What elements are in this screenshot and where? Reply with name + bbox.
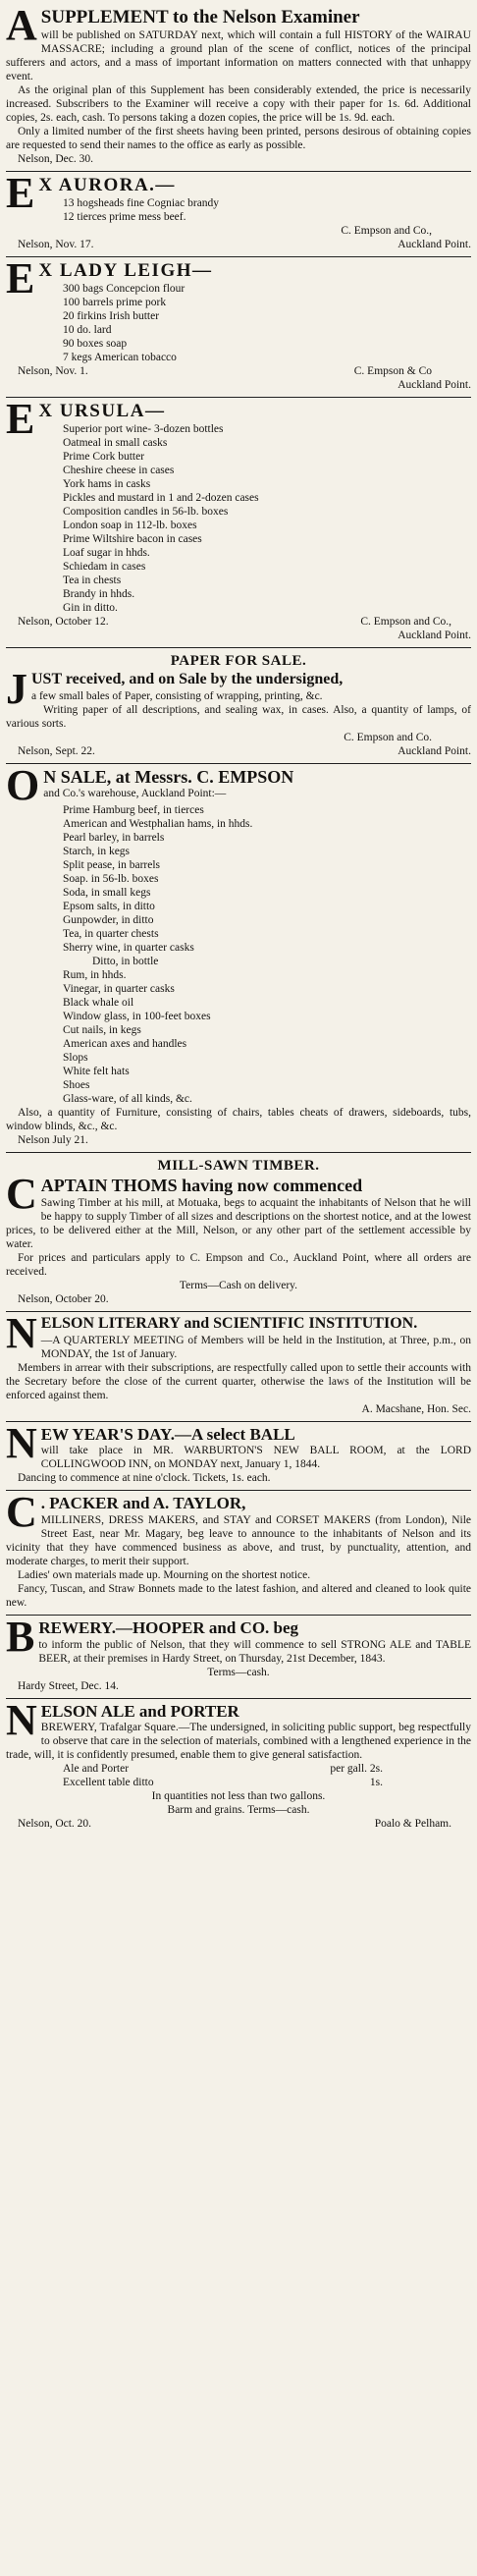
list-item: Prime Cork butter xyxy=(63,450,145,463)
ad-signer: C. Empson and Co., xyxy=(341,224,432,237)
list-item: Composition candles in 56-lb. boxes xyxy=(63,505,229,518)
aurora-ad xyxy=(6,172,471,257)
list-item: 7 kegs American tobacco xyxy=(63,351,177,363)
list-item: American axes and handles xyxy=(63,1038,187,1050)
list-item: Sherry wine, in quarter casks xyxy=(63,941,194,954)
price-row xyxy=(6,1762,471,1776)
list-item: Prime Wiltshire bacon in cases xyxy=(63,532,202,545)
list-item: 10 do. lard xyxy=(63,323,112,336)
list-item: Tea, in quarter chests xyxy=(63,927,159,940)
ad-place: Auckland Point. xyxy=(398,744,471,757)
list-item: Epsom salts, in ditto xyxy=(63,900,155,912)
drop-cap: A xyxy=(6,4,37,49)
ad-terms: Terms—cash. xyxy=(207,1666,270,1678)
ad-dateline: Nelson, Dec. 30. xyxy=(18,152,93,165)
list-item: Gin in ditto. xyxy=(63,601,118,614)
ad-body: a few small bales of Paper, consisting of wrapping, printing, &c. xyxy=(31,689,323,702)
ad-heading: X LADY LEIGH— xyxy=(38,259,213,281)
ad-place: Auckland Point. xyxy=(398,378,471,391)
list-item: York hams in casks xyxy=(63,477,151,490)
list-item: Cheshire cheese in cases xyxy=(63,464,175,476)
ad-terms: Barm and grains. Terms—cash. xyxy=(167,1804,310,1817)
ad-heading: APTAIN THOMS having now commenced xyxy=(40,1176,363,1196)
ad-body: —A QUARTERLY MEETING of Members will be held in the Institution, at Three, p.m., on MONDAY, the 1st of January. xyxy=(40,1334,471,1360)
list-item: Pickles and mustard in 1 and 2-dozen cases xyxy=(63,491,259,504)
ad-body: to inform the public of Nelson, that they will commence to sell STRONG ALE and TABLE BEER, at their premises in Hardy Street, on Thursday, 21st December, 1843. xyxy=(38,1638,471,1665)
ad-body: Fancy, Tuscan, and Straw Bonnets made to the latest fashion, and altered and cleaned to look quite new. xyxy=(6,1582,471,1609)
list-item: Split pease, in barrels xyxy=(63,858,161,871)
price-row xyxy=(6,1776,471,1789)
list-item: 90 boxes soap xyxy=(63,337,128,350)
ad-body: Ladies' own materials made up. Mourning on the shortest notice. xyxy=(18,1568,311,1581)
ad-body: As the original plan of this Supplement has been considerably extended, the price is necessarily increased. Subscribers to the Examiner will receive a copy with their paper for 1s. 6d. Additional copies, 2s. each, cash. To persons taking a dozen copies, the price will be 1s. 9d. each. xyxy=(6,83,471,124)
ad-dateline: Nelson, October 20. xyxy=(18,1293,109,1306)
list-item: Superior port wine- 3-dozen bottles xyxy=(63,422,224,435)
ad-heading: SUPPLEMENT to the Nelson Examiner xyxy=(40,7,360,27)
list-item: Schiedam in cases xyxy=(63,560,146,573)
list-item: Brandy in hhds. xyxy=(63,587,135,600)
ad-signer: Poalo & Pelham. xyxy=(374,1818,451,1831)
drop-cap: N xyxy=(6,1421,37,1467)
list-item: 20 firkins Irish butter xyxy=(63,309,160,322)
ad-subheading: and Co.'s warehouse, Auckland Point:— xyxy=(43,788,227,800)
list-item: 300 bags Concepcion flour xyxy=(63,282,186,295)
ad-heading: ELSON LITERARY and SCIENTIFIC INSTITUTION. xyxy=(40,1315,418,1333)
ad-signer: C. Empson & Co xyxy=(353,364,432,377)
list-item: Slops xyxy=(63,1052,88,1065)
ad-dateline: Nelson July 21. xyxy=(18,1134,88,1147)
ad-body: Only a limited number of the first sheets having been printed, persons desirous of obtaining copies are requested to send their names to the office as early as possible. xyxy=(6,125,471,151)
ad-note: In quantities not less than two gallons. xyxy=(151,1790,326,1803)
new-year-ball-ad xyxy=(6,1422,471,1492)
ad-body: BREWERY, Trafalgar Square.—The undersigned, in soliciting public support, beg respectfully to observe that care in the selection of materials, combined with a lengthened experience in the trade, will, it is confidently presumed, enable them to give general satisfaction. xyxy=(6,1722,471,1762)
drop-cap: E xyxy=(6,256,35,302)
price-item: Excellent table ditto xyxy=(63,1777,154,1789)
ad-heading: . PACKER and A. TAYLOR, xyxy=(40,1494,246,1513)
ad-body: Dancing to commence at nine o'clock. Tickets, 1s. each. xyxy=(18,1472,271,1485)
drop-cap: N xyxy=(6,1312,37,1358)
drop-cap: B xyxy=(6,1615,35,1661)
timber-ad xyxy=(6,1153,471,1312)
drop-cap: C xyxy=(6,1491,37,1537)
ad-body: Sawing Timber at his mill, at Motuaka, begs to acquaint the inhabitants of Nelson that he will be happy to supply Timber of all sizes and descriptions on the shortest notice, and at the lowest prices, to be delivered either at the Mill, Nelson, or any other part of the settlement accessible by water. xyxy=(6,1197,471,1251)
ad-place: Auckland Point. xyxy=(398,629,471,641)
list-item: Rum, in hhds. xyxy=(63,968,127,981)
drop-cap: E xyxy=(6,397,35,443)
list-item: Oatmeal in small casks xyxy=(63,436,168,449)
ad-signer: C. Empson and Co., xyxy=(360,615,451,628)
list-item: Tea in chests xyxy=(63,574,122,586)
drop-cap: N xyxy=(6,1698,37,1744)
ad-heading: UST received, and on Sale by the undersigned, xyxy=(31,671,344,688)
list-item: Cut nails, in kegs xyxy=(63,1023,141,1036)
ad-heading: X URSULA— xyxy=(38,400,166,421)
ad-body: Writing paper of all descriptions, and sealing wax, in cases. Also, a quantity of lamps, of various sorts. xyxy=(6,703,471,730)
ad-body: MILLINERS, DRESS MAKERS, and STAY and CORSET MAKERS (from London), Nile Street East, near Mr. Magary, beg leave to announce to the inhabitants of Nelson and its vicinity that they have commenced business as above, and trust, by punctuality, attention, and moderate charges, to merit their support. xyxy=(6,1513,471,1567)
milliners-ad xyxy=(6,1491,471,1616)
ad-terms: Terms—Cash on delivery. xyxy=(179,1280,298,1292)
list-item: Prime Hamburg beef, in tierces xyxy=(63,803,204,816)
price-item: Ale and Porter xyxy=(63,1763,130,1776)
list-item: 12 tierces prime mess beef. xyxy=(63,210,186,223)
brewery-ad xyxy=(6,1616,471,1699)
ad-heading: REWERY.—HOOPER and CO. beg xyxy=(38,1617,299,1637)
list-item: Shoes xyxy=(63,1079,90,1092)
list-item: 100 barrels prime pork xyxy=(63,296,167,308)
item-list xyxy=(6,803,471,1106)
lady-leigh-ad xyxy=(6,257,471,398)
list-item: Soap. in 56-lb. boxes xyxy=(63,872,159,885)
ad-dateline: Nelson, Oct. 20. xyxy=(18,1818,92,1831)
price-value: per gall. 2s. xyxy=(330,1763,383,1776)
literary-institution-ad xyxy=(6,1312,471,1421)
ad-dateline: Nelson, October 12. xyxy=(18,615,109,628)
ad-body: For prices and particulars apply to C. Empson and Co., Auckland Point, where all orders are received. xyxy=(6,1252,471,1279)
list-item: Pearl barley, in barrels xyxy=(63,831,165,844)
price-value: 1s. xyxy=(369,1777,383,1789)
ad-dateline: Nelson, Nov. 17. xyxy=(18,238,94,250)
list-item: Loaf sugar in hhds. xyxy=(63,546,150,559)
ale-porter-ad xyxy=(6,1699,471,1836)
list-item: American and Westphalian hams, in hhds. xyxy=(63,817,253,830)
ad-heading: X AURORA.— xyxy=(38,175,176,195)
list-item: Vinegar, in quarter casks xyxy=(63,982,175,995)
ad-heading: EW YEAR'S DAY.—A select BALL xyxy=(40,1424,295,1444)
list-item: Glass-ware, of all kinds, &c. xyxy=(63,1093,192,1106)
list-item: Gunpowder, in ditto xyxy=(63,913,154,926)
ad-heading: ELSON ALE and PORTER xyxy=(40,1701,239,1721)
ad-heading: N SALE, at Messrs. C. EMPSON xyxy=(43,766,294,787)
supplement-ad xyxy=(6,4,471,172)
on-sale-ad xyxy=(6,764,471,1153)
ad-dateline: Hardy Street, Dec. 14. xyxy=(18,1679,119,1692)
paper-ad xyxy=(6,648,471,764)
ad-dateline: Nelson, Nov. 1. xyxy=(18,364,88,377)
ad-place: Auckland Point. xyxy=(398,238,471,250)
list-item: Soda, in small kegs xyxy=(63,886,151,899)
list-item: London soap in 112-lb. boxes xyxy=(63,519,197,531)
drop-cap: C xyxy=(6,1170,37,1219)
ad-title: MILL-SAWN TIMBER. xyxy=(157,1158,320,1175)
list-item: Starch, in kegs xyxy=(63,845,131,857)
list-item: Window glass, in 100-feet boxes xyxy=(63,1010,211,1022)
list-item: Black whale oil xyxy=(63,996,134,1009)
list-item: 13 hogsheads fine Cogniac brandy xyxy=(63,196,220,209)
ad-dateline: Nelson, Sept. 22. xyxy=(18,744,95,757)
ad-body: Members in arrear with their subscriptions, are respectfully called upon to settle their accounts with the Secretary before the close of the current quarter, otherwise the laws of the Institution will be enforced against them. xyxy=(6,1361,471,1401)
ad-signer: A. Macshane, Hon. Sec. xyxy=(361,1402,471,1415)
ad-body: will be published on SATURDAY next, which will contain a full HISTORY of the WAIRAU MASSACRE; including a ground plan of the scene of conflict, notices of the principal sufferers and actors, and a mass of important information on matters connected with that unhappy event. xyxy=(6,28,471,82)
drop-cap: O xyxy=(6,763,40,809)
ad-signer: C. Empson and Co. xyxy=(344,731,432,743)
ad-title: PAPER FOR SALE. xyxy=(170,652,307,669)
ad-body: will take place in MR. WARBURTON'S NEW BALL ROOM, at the LORD COLLINGWOOD INN, on MONDAY next, January 1, 1844. xyxy=(40,1445,471,1471)
ad-body: Also, a quantity of Furniture, consisting of chairs, tables cheats of drawers, sideboards, tubs, window blinds, &c., &c. xyxy=(6,1107,471,1133)
drop-cap: J xyxy=(6,665,27,714)
drop-cap: E xyxy=(6,172,35,217)
list-item: White felt hats xyxy=(63,1066,130,1078)
list-item: Ditto, in bottle xyxy=(92,955,159,967)
ursula-ad xyxy=(6,398,471,648)
